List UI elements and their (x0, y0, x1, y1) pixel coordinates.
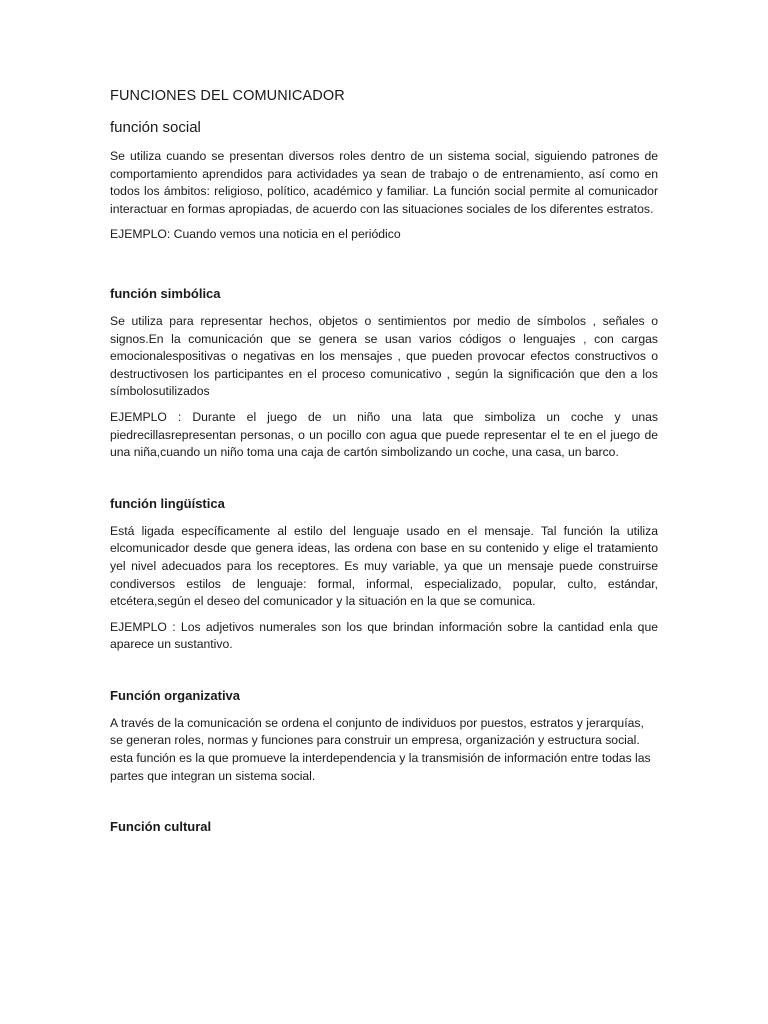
section-social (110, 119, 658, 244)
section-body-social: Se utiliza cuando se presentan diversos roles dentro de un sistema social, siguiendo patrones de comportamiento aprendidos para actividades ya sean de trabajo o de entrenamiento, así como en todos los ámbitos: religioso, político, académico y familiar. La función social permite al comunicador interactuar en formas apropiadas, de acuerdo con las situaciones sociales de los diferentes estratos. (110, 149, 658, 216)
example-text: Los adjetivos numerales son los que brindan información sobre la cantidad enla que aparece un sustantivo. (110, 619, 658, 652)
example-label: EJEMPLO : (110, 409, 182, 424)
example-label: EJEMPLO : (110, 619, 176, 634)
section-example-social (110, 226, 658, 244)
section-heading-linguistic: función lingüística (110, 495, 225, 511)
section-example-symbolic (110, 409, 658, 462)
section-symbolic (110, 286, 658, 462)
section-body-symbolic: Se utiliza para representar hechos, objetos o sentimientos por medio de símbolos , señales o signos.En la comunicación que se genera se usan varios códigos o lenguajes , con cargas emocionalespositivas o negativas en los mensajes , que pueden provocar efectos constructivos o destructivosen los participantes en el proceso comunicativo , según la significación que den a los símbolosutilizados (110, 313, 658, 399)
example-text: Cuando vemos una noticia en el periódico (173, 227, 401, 242)
section-heading-social: función social (110, 119, 201, 136)
example-label: EJEMPLO: (110, 227, 171, 242)
section-example-linguistic (110, 619, 658, 654)
section-heading-symbolic: función simbólica (110, 285, 221, 301)
section-heading-organizational: Función organizativa (110, 687, 241, 703)
example-text: Durante el juego de un niño una lata que simboliza un coche y unas piedrecillasrepresentan personas, o un pocillo con agua que puede representar el te en el juego de una niña,cuando un niño toma una caja de cartón simbolizando un coche, una casa, un barco. (110, 409, 658, 460)
section-spacer (110, 252, 658, 286)
section-body-organizational: A través de la comunicación se ordena el conjunto de individuos por puestos, estratos y jerarquías, se generan roles, normas y funciones para construir un empresa, organización y estructura social. esta función es la que promueve la interdependencia y la transmisión de información entre todas las partes que integran un sistema social. (110, 715, 651, 783)
document-title: FUNCIONES DEL COMUNICADOR (110, 88, 345, 104)
section-linguistic (110, 496, 658, 654)
section-organizational (110, 688, 658, 785)
section-spacer (110, 793, 658, 819)
section-cultural (110, 819, 658, 834)
section-heading-cultural: Función cultural (110, 819, 212, 835)
section-spacer (110, 470, 658, 496)
section-body-linguistic: Está ligada específicamente al estilo del lenguaje usado en el mensaje. Tal función la utiliza elcomunicador desde que genera ideas, las ordena con base en su contenido y elige el tratamiento yel nivel adecuados para los receptores. Es muy variable, ya que un mensaje puede construirse condiversos estilos de lenguaje: formal, informal, especializado, popular, culto, estándar, etcétera,según el deseo del comunicador y la situación en la que se comunica. (110, 523, 658, 609)
section-spacer (110, 662, 658, 688)
